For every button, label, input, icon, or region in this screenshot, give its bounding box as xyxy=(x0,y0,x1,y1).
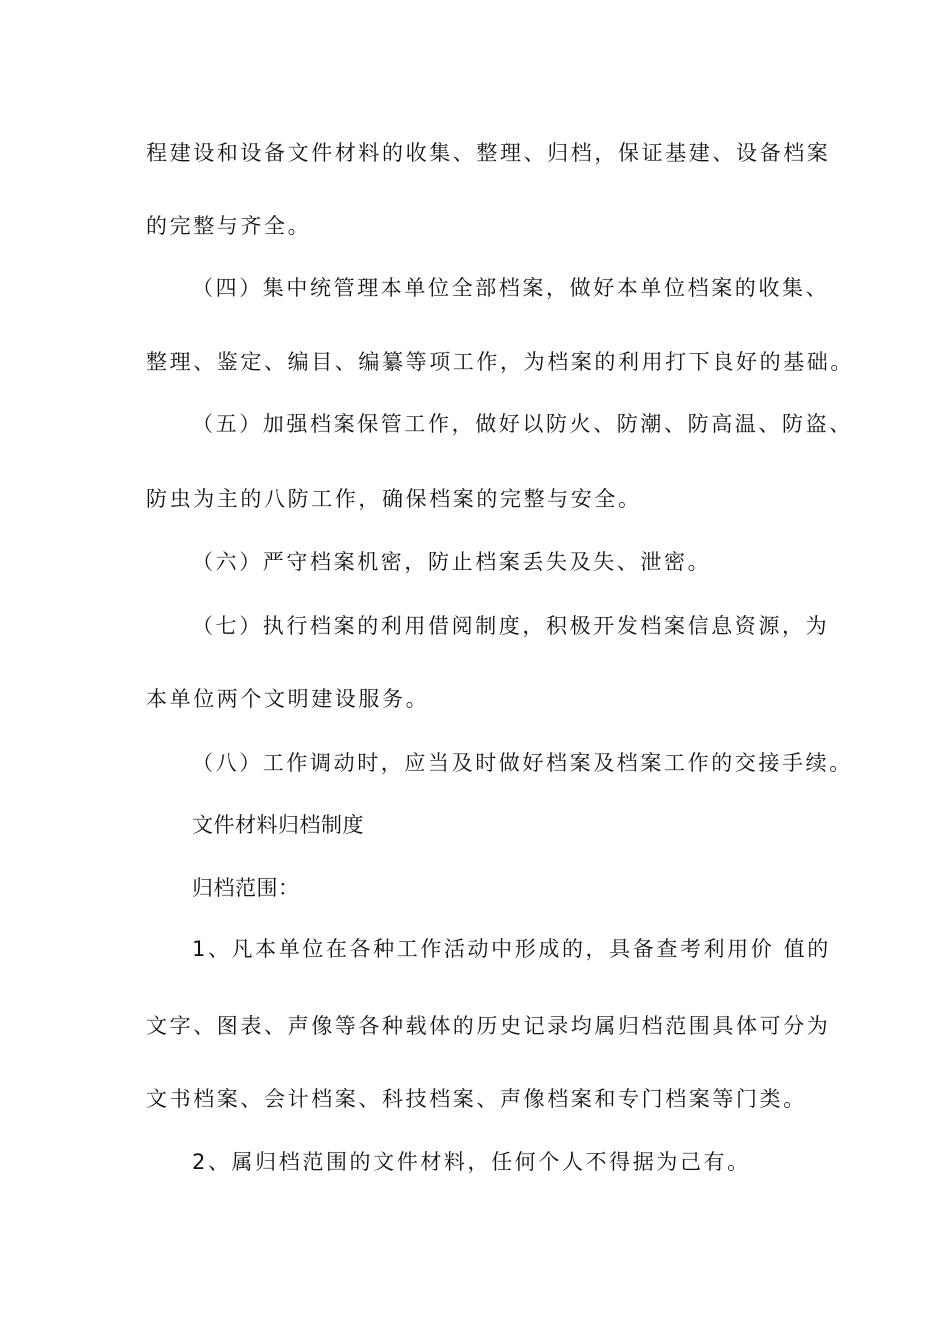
paragraph-item-5-line: （五）加强档案保管工作，做好以防火、防潮、防高温、防盗、 xyxy=(192,412,853,436)
paragraph-item-7-line: （七）执行档案的利用借阅制度，积极开发档案信息资源，为 xyxy=(192,614,830,638)
section-heading: 文件材料归档制度 xyxy=(192,813,364,837)
subsection-heading: 归档范围： xyxy=(192,876,300,900)
text-line: 程建设和设备文件材料的收集、整理、归档，保证基建、设备档案 xyxy=(146,141,831,165)
paragraph-item-8-line: （八）工作调动时，应当及时做好档案及档案工作的交接手续。 xyxy=(192,751,853,775)
text-line: 本单位两个文明建设服务。 xyxy=(146,687,430,711)
text-line: 文书档案、会计档案、科技档案、声像档案和专门档案等门类。 xyxy=(146,1087,807,1111)
numbered-item-1-line: 1、凡本单位在各种工作活动中形成的，具备查考利用价 值的 xyxy=(192,937,831,961)
text-line: 的完整与齐全。 xyxy=(146,214,312,238)
paragraph-item-6-line: （六）严守档案机密，防止档案丢失及失、泄密。 xyxy=(192,550,712,574)
paragraph-item-4-line: （四）集中统管理本单位全部档案，做好本单位档案的收集、 xyxy=(192,276,830,300)
text-line: 防虫为主的八防工作，确保档案的完整与安全。 xyxy=(146,487,642,511)
numbered-item-2-line: 2、属归档范围的文件材料，任何个人不得据为己有。 xyxy=(192,1150,751,1174)
text-line: 文字、图表、声像等各种载体的历史记录均属归档范围具体可分为 xyxy=(146,1014,831,1038)
text-line: 整理、鉴定、编目、编纂等项工作，为档案的利用打下良好的基础。 xyxy=(146,350,854,374)
